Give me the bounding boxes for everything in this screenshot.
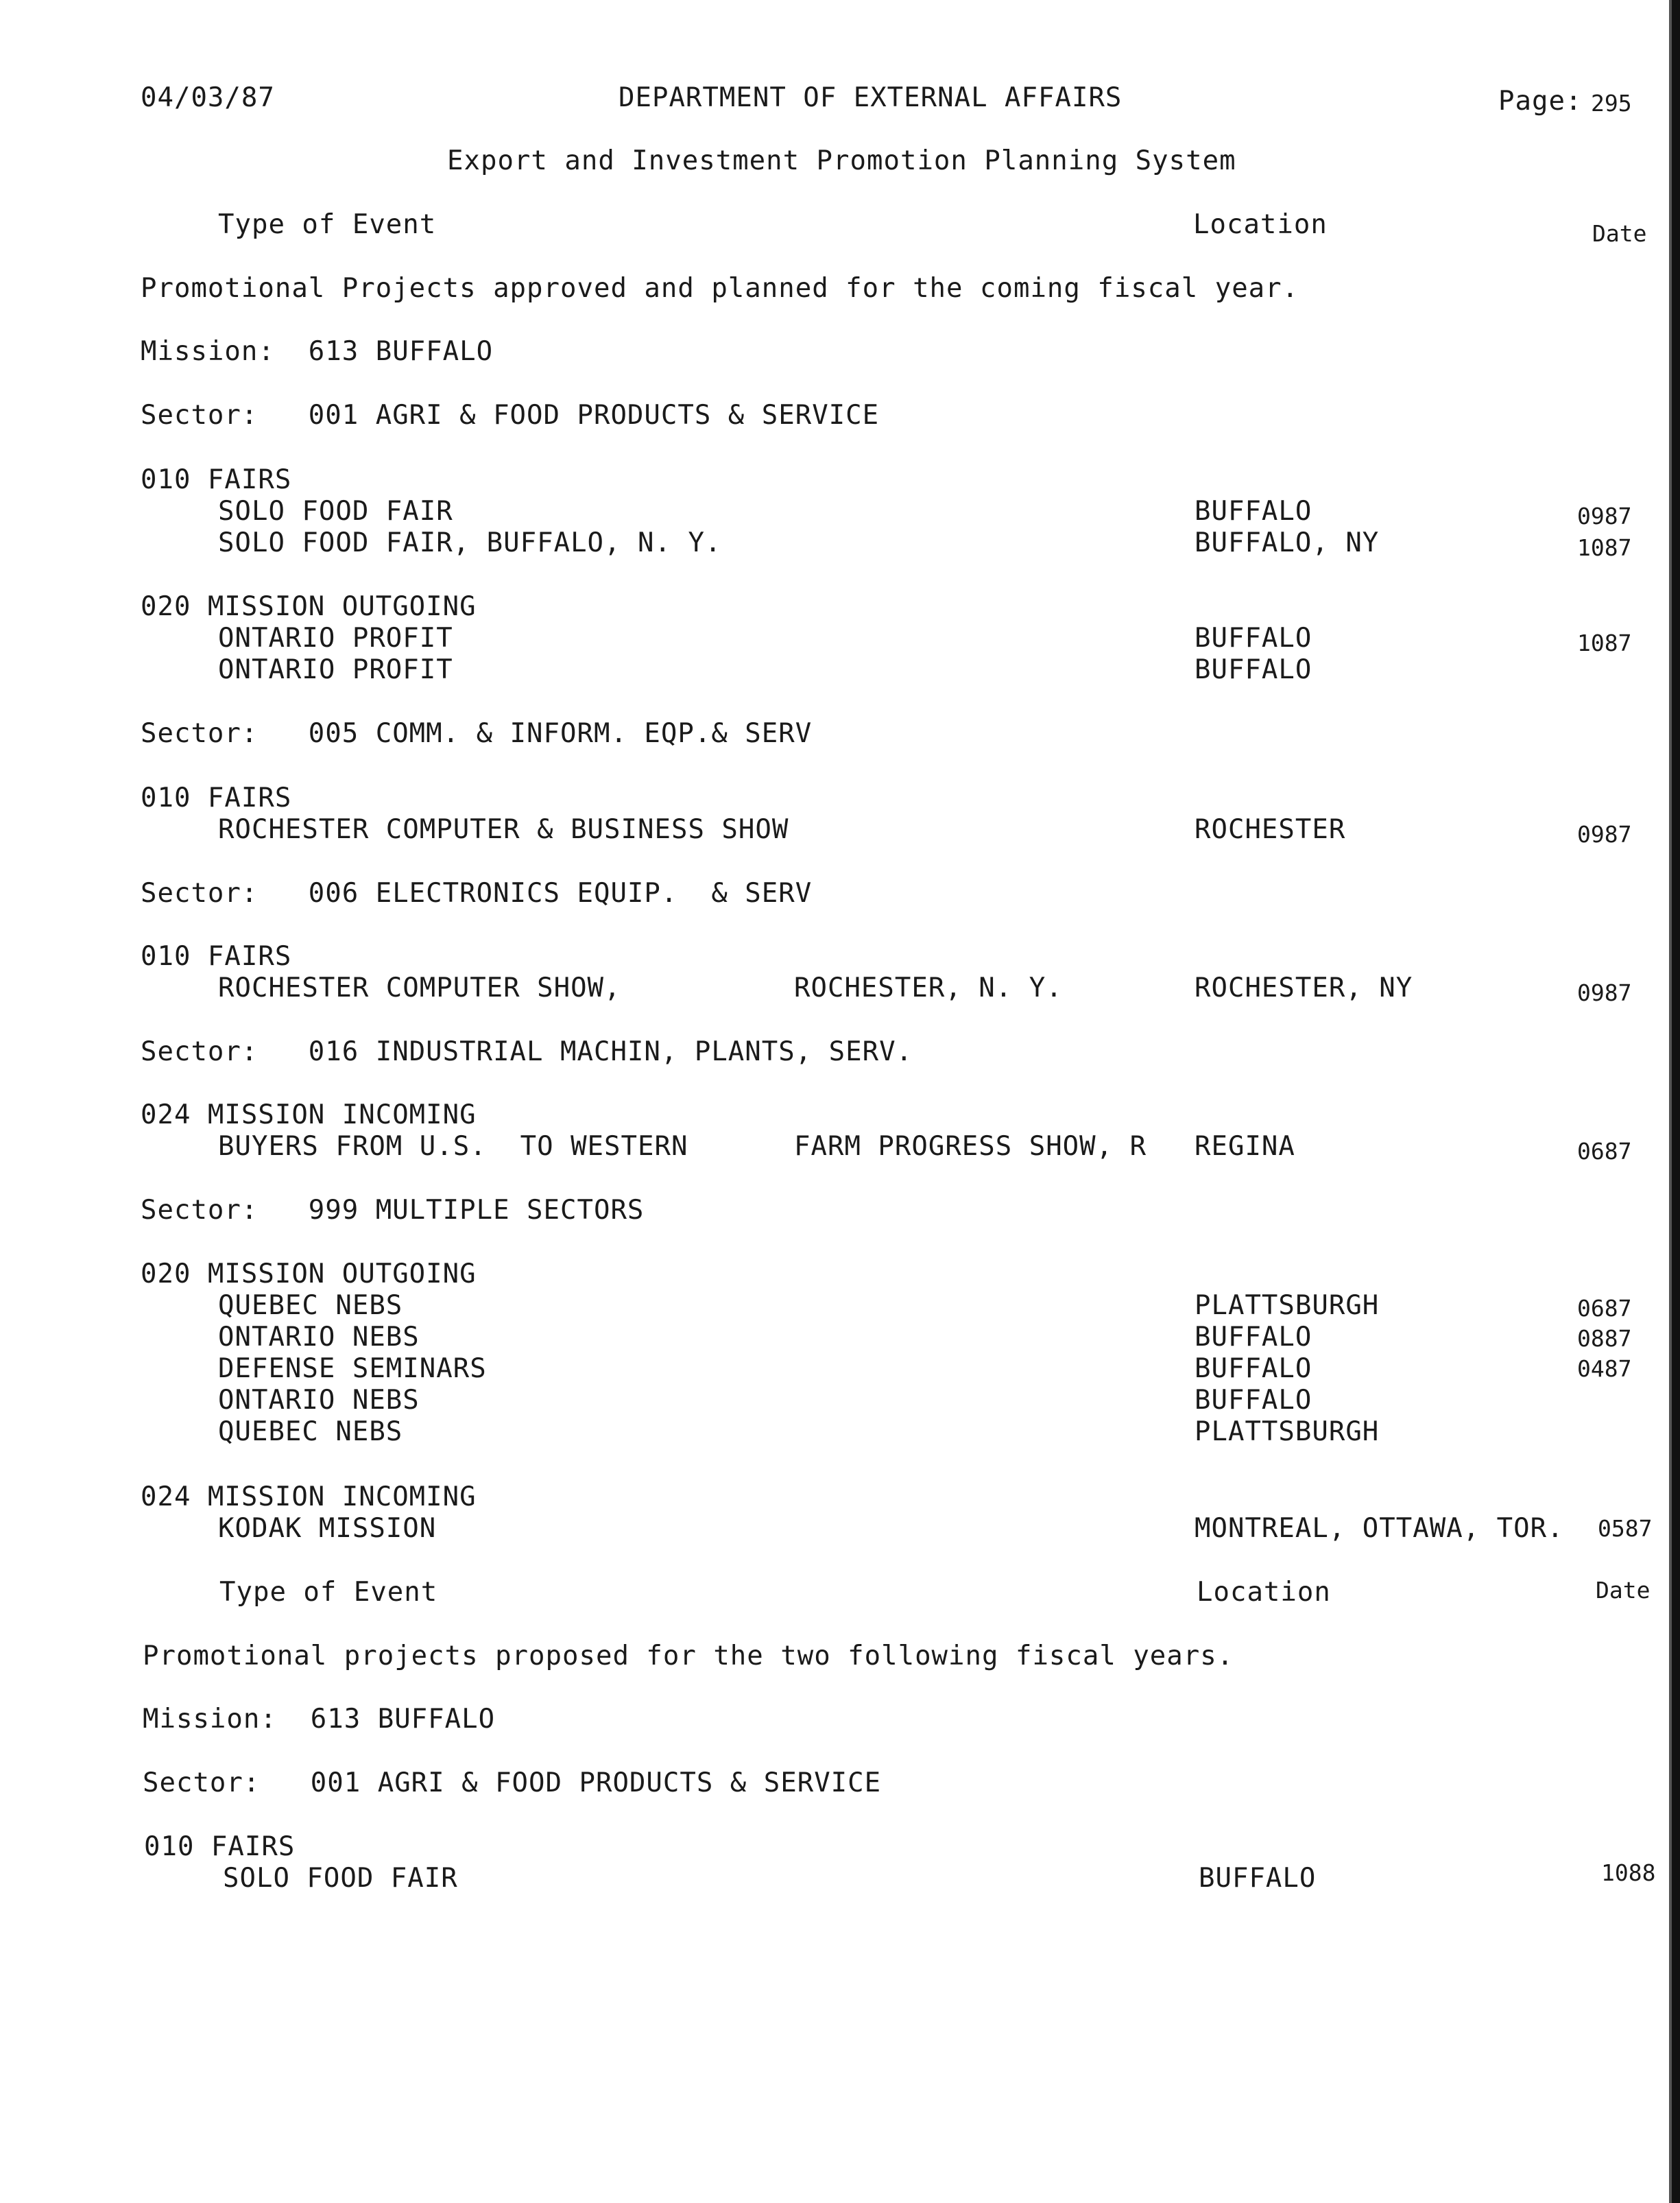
event-name: ONTARIO NEBS (218, 1385, 420, 1416)
event-group: 010 FAIRS (141, 941, 292, 972)
event-location: ROCHESTER (1195, 814, 1346, 845)
event-location: BUFFALO (1195, 1322, 1312, 1353)
event-date: 0987 (1577, 503, 1632, 529)
event-location: REGINA (1195, 1131, 1295, 1162)
system-title: Export and Investment Promotion Planning System (447, 145, 1236, 176)
event-location: BUFFALO, NY (1195, 527, 1380, 558)
event-date: 1088 (1601, 1859, 1656, 1886)
scan-edge-shadow (1672, 0, 1680, 2203)
event-name: ROCHESTER COMPUTER & BUSINESS SHOW (218, 814, 789, 845)
event-group: 010 FAIRS (141, 783, 292, 813)
event-name: QUEBEC NEBS (218, 1416, 403, 1447)
event-date: 0987 (1577, 979, 1632, 1006)
section-heading: Promotional projects proposed for the two following fiscal years. (143, 1641, 1234, 1671)
section-heading: Promotional Projects approved and planned for the coming fiscal year. (141, 273, 1299, 304)
event-location: MONTREAL, OTTAWA, TOR. (1195, 1513, 1564, 1544)
event-name: ONTARIO NEBS (218, 1322, 420, 1353)
event-location: PLATTSBURGH (1195, 1416, 1380, 1447)
event-name: ROCHESTER COMPUTER SHOW, (218, 973, 621, 1003)
event-group: 024 MISSION INCOMING (141, 1481, 477, 1512)
event-date: 0687 (1577, 1295, 1632, 1322)
event-location: BUFFALO (1199, 1863, 1317, 1894)
event-date: 0887 (1577, 1325, 1632, 1352)
sector-line: Sector: 999 MULTIPLE SECTORS (141, 1195, 645, 1226)
mission-line: Mission: 613 BUFFALO (143, 1704, 496, 1735)
event-location: BUFFALO (1195, 1353, 1312, 1384)
sector-line: Sector: 005 COMM. & INFORM. EQP.& SERV (141, 718, 813, 749)
event-name: DEFENSE SEMINARS (218, 1353, 487, 1384)
event-group: 010 FAIRS (144, 1831, 296, 1862)
column-header-location: Location (1197, 1577, 1331, 1608)
event-date: 1087 (1577, 534, 1632, 561)
sector-line: Sector: 016 INDUSTRIAL MACHIN, PLANTS, SERV. (141, 1036, 913, 1067)
event-location: BUFFALO (1195, 1385, 1312, 1416)
event-group: 010 FAIRS (141, 464, 292, 495)
event-date: 0487 (1577, 1355, 1632, 1382)
event-name: KODAK MISSION (218, 1513, 437, 1544)
event-date: 1087 (1577, 630, 1632, 656)
event-name: BUYERS FROM U.S. TO WESTERN (218, 1131, 688, 1162)
sector-line: Sector: 006 ELECTRONICS EQUIP. & SERV (141, 878, 813, 909)
event-location: ROCHESTER, NY (1195, 973, 1413, 1003)
event-name: QUEBEC NEBS (218, 1290, 403, 1321)
report-date: 04/03/87 (141, 82, 275, 113)
event-name: ONTARIO PROFIT (218, 654, 453, 685)
event-location: PLATTSBURGH (1195, 1290, 1380, 1321)
event-group: 020 MISSION OUTGOING (141, 1259, 477, 1289)
event-date: 0987 (1577, 821, 1632, 848)
department-title: DEPARTMENT OF EXTERNAL AFFAIRS (619, 82, 1123, 113)
event-group: 020 MISSION OUTGOING (141, 591, 477, 622)
scan-edge-shadow-inner (1669, 0, 1672, 2203)
event-date: 0587 (1598, 1515, 1653, 1542)
column-header-location: Location (1193, 209, 1328, 240)
sector-line: Sector: 001 AGRI & FOOD PRODUCTS & SERVICE (141, 400, 880, 431)
column-header-date: Date (1596, 1577, 1651, 1604)
event-date: 0687 (1577, 1138, 1632, 1165)
page-label: Page: (1498, 86, 1583, 117)
sector-line: Sector: 001 AGRI & FOOD PRODUCTS & SERVICE (143, 1767, 882, 1798)
column-header-date: Date (1592, 220, 1647, 247)
event-name: ONTARIO PROFIT (218, 623, 453, 654)
event-name: SOLO FOOD FAIR, BUFFALO, N. Y. (218, 527, 722, 558)
event-location: BUFFALO (1195, 623, 1312, 654)
event-name: SOLO FOOD FAIR (223, 1863, 458, 1894)
event-location: BUFFALO (1195, 496, 1312, 527)
event-group: 024 MISSION INCOMING (141, 1099, 477, 1130)
page-number: 295 (1591, 90, 1632, 117)
event-name-continued: FARM PROGRESS SHOW, R (794, 1131, 1147, 1162)
column-header-event: Type of Event (219, 1577, 438, 1608)
event-name-continued: ROCHESTER, N. Y. (794, 973, 1063, 1003)
event-name: SOLO FOOD FAIR (218, 496, 453, 527)
event-location: BUFFALO (1195, 654, 1312, 685)
mission-line: Mission: 613 BUFFALO (141, 336, 494, 367)
column-header-event: Type of Event (218, 209, 437, 240)
